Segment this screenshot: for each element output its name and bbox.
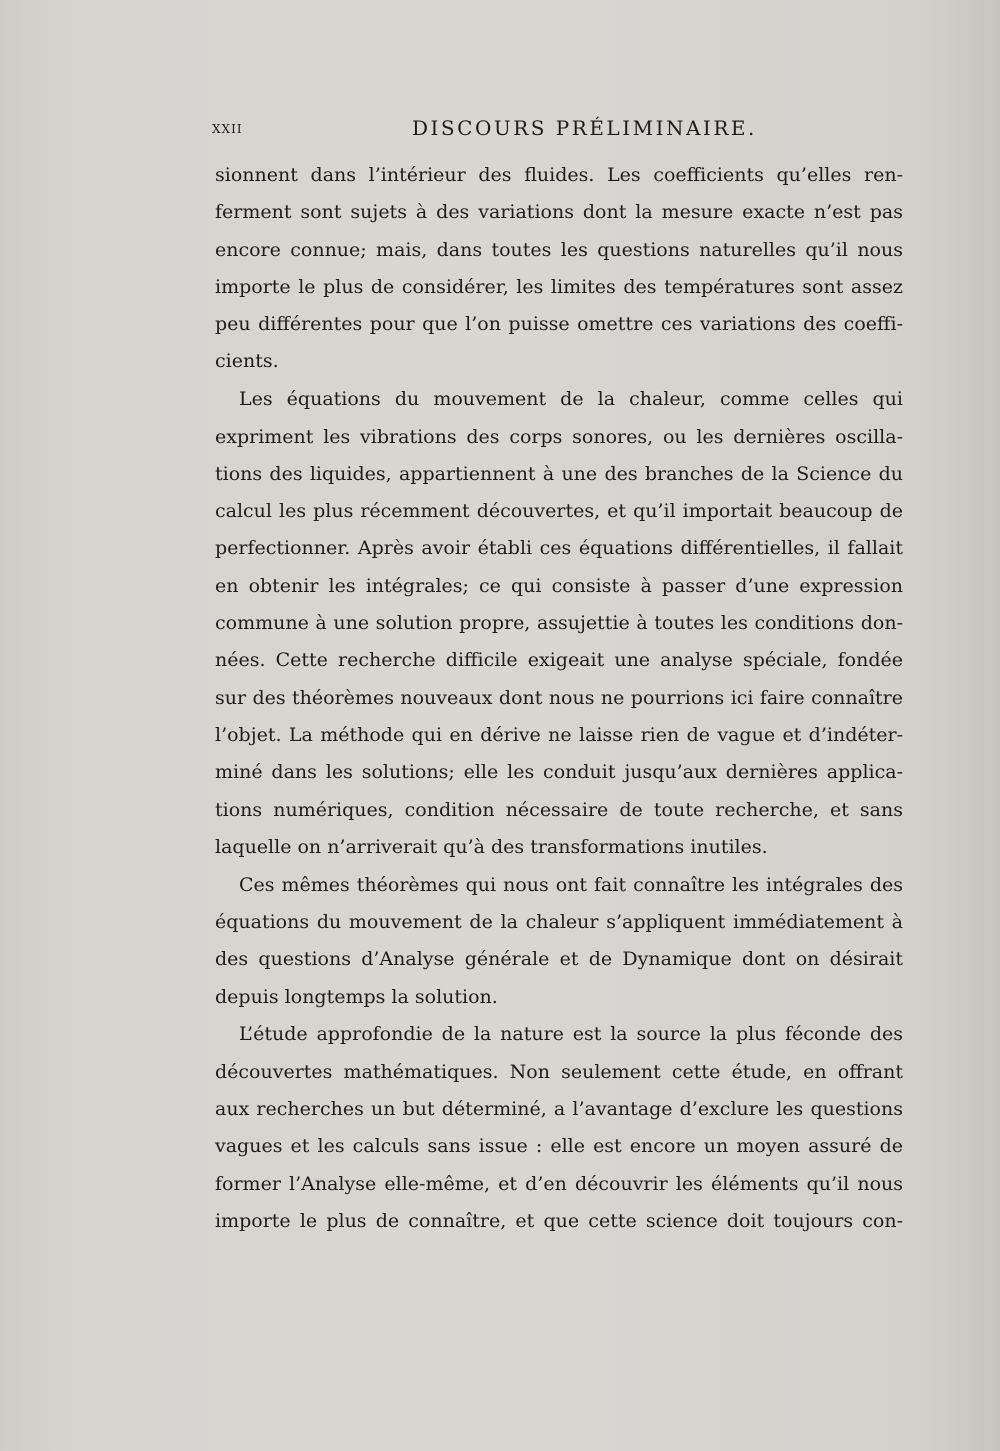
paragraph-2 — [215, 381, 903, 866]
text-line: ferment sont sujets à des variations dont la mesure exacte n’est pas — [215, 201, 903, 224]
running-title: DISCOURS PRÉLIMINAIRE. — [412, 116, 757, 140]
text-line: L’étude approfondie de la nature est la source la plus féconde des — [239, 1023, 903, 1046]
text-line: expriment les vibrations des corps sonores, ou les dernières oscilla- — [215, 425, 903, 448]
paragraph-1 — [215, 157, 903, 381]
text-line: vagues et les calculs sans issue : elle est encore un moyen assuré de — [215, 1135, 903, 1158]
text-line: cients. — [215, 350, 279, 373]
text-line: former l’Analyse elle-même, et d’en découvrir les éléments qu’il nous — [215, 1172, 903, 1195]
text-line: laquelle on n’arriverait qu’à des transformations inutiles. — [215, 835, 768, 858]
text-line: perfectionner. Après avoir établi ces équations différentielles, il fallait — [215, 537, 903, 560]
paragraph-4 — [215, 1016, 903, 1240]
text-line: tions des liquides, appartiennent à une des branches de la Science du — [215, 462, 903, 485]
paragraph-3 — [215, 867, 903, 1016]
text-line: calcul les plus récemment découvertes, et qu’il importait beaucoup de — [215, 500, 903, 523]
text-line: nées. Cette recherche difficile exigeait une analyse spéciale, fondée — [215, 649, 903, 672]
text-line: aux recherches un but déterminé, a l’avantage d’exclure les questions — [215, 1097, 903, 1120]
text-line: importe le plus de considérer, les limites des températures sont assez — [215, 275, 903, 298]
text-line: sionnent dans l’intérieur des fluides. Les coefficients qu’elles ren- — [215, 164, 903, 186]
text-line: en obtenir les intégrales; ce qui consiste à passer d’une expression — [215, 574, 903, 597]
text-line: tions numériques, condition nécessaire de toute recherche, et sans — [215, 798, 903, 821]
text-line: sur des théorèmes nouveaux dont nous ne pourrions ici faire connaître — [215, 686, 903, 709]
text-line: équations du mouvement de la chaleur s’appliquent immédiatement à — [215, 910, 903, 933]
text-line: peu différentes pour que l’on puisse omettre ces variations des coeffi- — [215, 313, 903, 336]
text-line: depuis longtemps la solution. — [215, 985, 498, 1008]
text-line: encore connue; mais, dans toutes les questions naturelles qu’il nous — [215, 238, 903, 261]
text-line: Les équations du mouvement de la chaleur, comme celles qui — [239, 388, 903, 411]
text-line: commune à une solution propre, assujettie à toutes les conditions don- — [215, 612, 903, 635]
text-line: des questions d’Analyse générale et de Dynamique dont on désirait — [215, 948, 903, 971]
page-number: xxii — [212, 118, 243, 138]
text-line: importe le plus de connaître, et que cette science doit toujours con- — [215, 1209, 903, 1232]
text-line: découvertes mathématiques. Non seulement cette étude, en offrant — [215, 1060, 903, 1083]
running-header — [212, 118, 902, 148]
body-text — [215, 157, 903, 1240]
text-line: Ces mêmes théorèmes qui nous ont fait connaître les intégrales des — [239, 873, 903, 896]
text-line: l’objet. La méthode qui en dérive ne laisse rien de vague et d’indéter- — [215, 723, 903, 746]
text-line: miné dans les solutions; elle les conduit jusqu’aux dernières applica- — [215, 761, 903, 784]
